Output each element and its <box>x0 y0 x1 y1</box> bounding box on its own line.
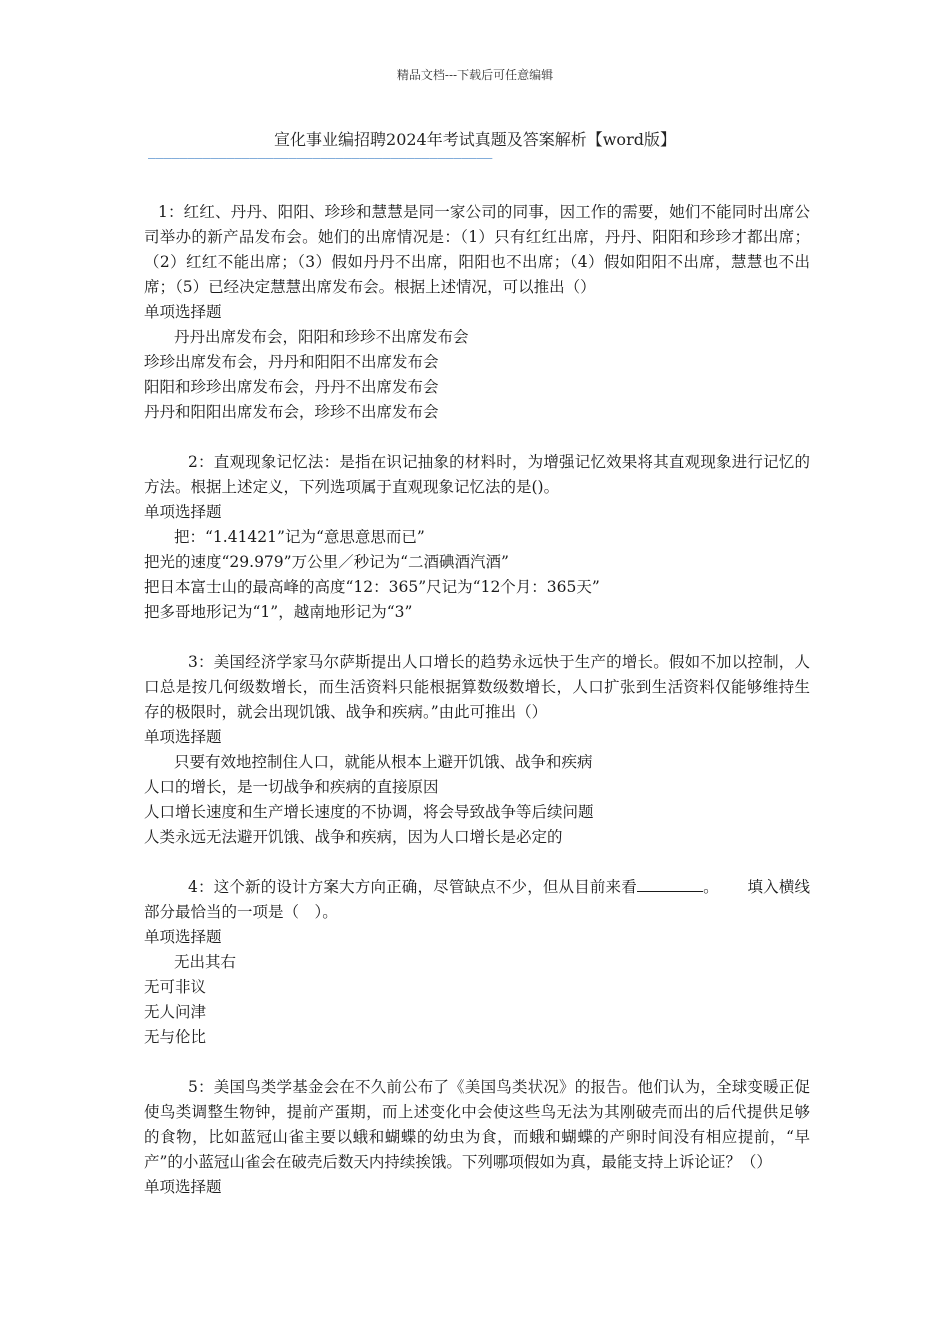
question-stem-part-1: 4：这个新的设计方案大方向正确，尽管缺点不少，但从目前来看 <box>188 878 637 896</box>
question-stem-part-2: 。 填入横线部分最恰当的一项是（ ）。 <box>144 878 810 921</box>
option-d: 人类永远无法避开饥饿、战争和疾病，因为人口增长是必定的 <box>144 828 563 846</box>
option-a: 丹丹出席发布会，阳阳和珍珍不出席发布会 <box>174 328 469 346</box>
question-stem: 5：美国鸟类学基金会在不久前公布了《美国鸟类状况》的报告。他们认为，全球变暖正促使鸟类调整生物钟，提前产蛋期，而上述变化中会使这些鸟无法为其刚破壳而出的后代提供足够的食物，比如蓝冠山雀主要以蛾和蝴蝶的幼虫为食，而蛾和蝴蝶的产卵时间没有相应提前，“早产”的小蓝冠山雀会在破壳后数天内持续挨饿。下列哪项假如为真，最能支持上诉论证？（） <box>144 1078 810 1171</box>
page-header: 精品文档---下载后可任意编辑 <box>396 68 554 82</box>
question-4 <box>144 875 810 1050</box>
option-a: 只要有效地控制住人口，就能从根本上避开饥饿、战争和疾病 <box>174 753 593 771</box>
option-c: 人口增长速度和生产增长速度的不协调，将会导致战争等后续问题 <box>144 803 594 821</box>
option-c: 把日本富士山的最高峰的高度“12：365”尺记为“12个月：365天” <box>144 578 600 596</box>
question-type: 单项选择题 <box>144 503 222 521</box>
option-b: 人口的增长，是一切战争和疾病的直接原因 <box>144 778 439 796</box>
question-type: 单项选择题 <box>144 1178 222 1196</box>
option-a: 无出其右 <box>174 953 237 971</box>
question-1 <box>144 200 810 425</box>
question-stem: 3：美国经济学家马尔萨斯提出人口增长的趋势永远快于生产的增长。假如不加以控制，人口总是按几何级数增长，而生活资料只能根据算数级数增长，人口扩张到生活资料仅能够维持生存的极限时，就会出现饥饿、战争和疾病。”由此可推出（） <box>144 653 810 721</box>
question-stem <box>144 875 810 925</box>
question-2 <box>144 450 810 625</box>
option-b: 珍珍出席发布会，丹丹和阳阳不出席发布会 <box>144 353 439 371</box>
option-c: 阳阳和珍珍出席发布会，丹丹不出席发布会 <box>144 378 439 396</box>
question-type: 单项选择题 <box>144 728 222 746</box>
option-d: 无与伦比 <box>144 1028 207 1046</box>
option-d: 把多哥地形记为“1”，越南地形记为“3” <box>144 603 413 621</box>
option-d: 丹丹和阳阳出席发布会，珍珍不出席发布会 <box>144 403 439 421</box>
fill-in-blank <box>637 877 703 892</box>
title-divider: ———————————————————————————————————————————— <box>148 151 493 165</box>
question-3 <box>144 650 810 850</box>
question-type: 单项选择题 <box>144 303 222 321</box>
document-title: 宣化事业编招聘2024年考试真题及答案解析【word版】 <box>274 130 676 149</box>
option-a: 把：“1.41421”记为“意思意思而已” <box>174 528 425 546</box>
question-5 <box>144 1075 810 1200</box>
option-c: 无人问津 <box>144 1003 207 1021</box>
option-b: 把光的速度“29.979”万公里／秒记为“二酒碘酒汽酒” <box>144 553 509 571</box>
question-type: 单项选择题 <box>144 928 222 946</box>
question-stem: 2：直观现象记忆法：是指在识记抽象的材料时，为增强记忆效果将其直观现象进行记忆的方法。根据上述定义，下列选项属于直观现象记忆法的是()。 <box>144 453 810 496</box>
option-b: 无可非议 <box>144 978 207 996</box>
question-stem: 1：红红、丹丹、阳阳、珍珍和慧慧是同一家公司的同事，因工作的需要，她们不能同时出席公司举办的新产品发布会。她们的出席情况是：（1）只有红红出席，丹丹、阳阳和珍珍才都出席；（2）红红不能出席；（3）假如丹丹不出席，阳阳也不出席；（4）假如阳阳不出席，慧慧也不出席；（5）已经决定慧慧出席发布会。根据上述情况，可以推出（） <box>144 203 810 296</box>
document-body <box>144 200 810 1225</box>
